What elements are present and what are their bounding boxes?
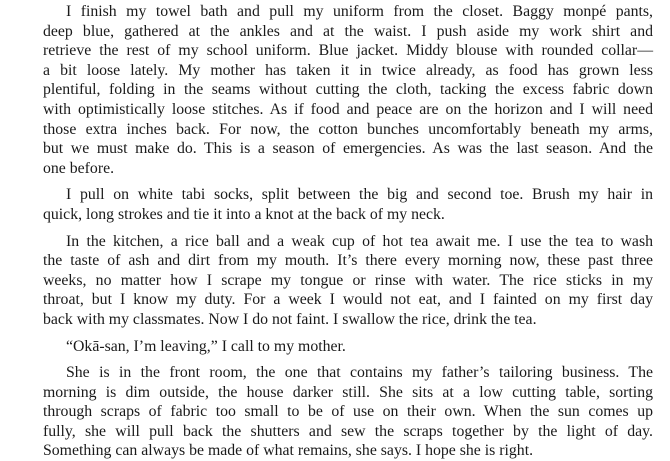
text-line: the taste of ash and dirt from my mouth. It’s there every morning now, these past three	[43, 252, 653, 270]
text-line: with optimistically loose stitches. As if food and peace are on the horizon and I will need	[43, 100, 653, 118]
text-line: morning is dim outside, the house darker still. She sits at a low cutting table, sorting	[43, 383, 653, 401]
text-line: Something can always be made of what remains, she says. I hope she is right.	[43, 442, 534, 460]
text-line: I finish my towel bath and pull my uniform from the closet. Baggy monpé pants,	[66, 3, 653, 20]
text-line: She is in the front room, the one that contains my father’s tailoring business. The	[66, 364, 653, 382]
text-line: deep blue, gathered at the ankles and at the waist. I push aside my work shirt and	[43, 22, 653, 40]
text-line: In the kitchen, a rice ball and a weak cup of hot tea await me. I use the tea to wash	[66, 232, 653, 250]
paragraph-2	[20, 185, 653, 224]
text-line: plentiful, folding in the seams without cutting the cloth, tacking the excess fabric down	[43, 81, 653, 99]
text-line: back with my classmates. Now I do not faint. I swallow the rice, drink the tea.	[43, 310, 537, 328]
paragraph-4	[20, 337, 653, 357]
text-line: those extra inches back. For now, the cotton bunches uncomfortably beneath my arms,	[43, 120, 653, 138]
paragraph-5	[20, 363, 653, 461]
paragraph-3	[20, 232, 653, 330]
text-line: a bit loose lately. My mother has taken it in twice already, as food has grown less	[43, 61, 653, 79]
text-line: but we must make do. This is a season of emergencies. As was the last season. And the	[43, 140, 653, 158]
text-line: weeks, no matter how I scrape my tongue or rinse with water. The rice sticks in my	[43, 271, 653, 289]
paragraph-1	[20, 2, 653, 178]
text-line: throat, but I know my duty. For a week I would not eat, and I fainted on my first day	[43, 291, 653, 309]
text-line: through scraps of fabric too small to be of use on their own. When the sun comes up	[43, 403, 653, 421]
text-line: one before.	[43, 159, 115, 177]
document-page	[20, 2, 653, 461]
text-line: quick, long strokes and tie it into a knot at the back of my neck.	[43, 205, 445, 223]
text-line: I pull on white tabi socks, split between the big and second toe. Brush my hair in	[66, 186, 653, 204]
text-line: “Okā-san, I’m leaving,” I call to my mother.	[66, 337, 346, 355]
text-line: fully, she will pull back the shutters and sew the scraps together by the light of day.	[43, 422, 653, 440]
text-line: retrieve the rest of my school uniform. Blue jacket. Middy blouse with rounded collar—	[43, 42, 653, 60]
